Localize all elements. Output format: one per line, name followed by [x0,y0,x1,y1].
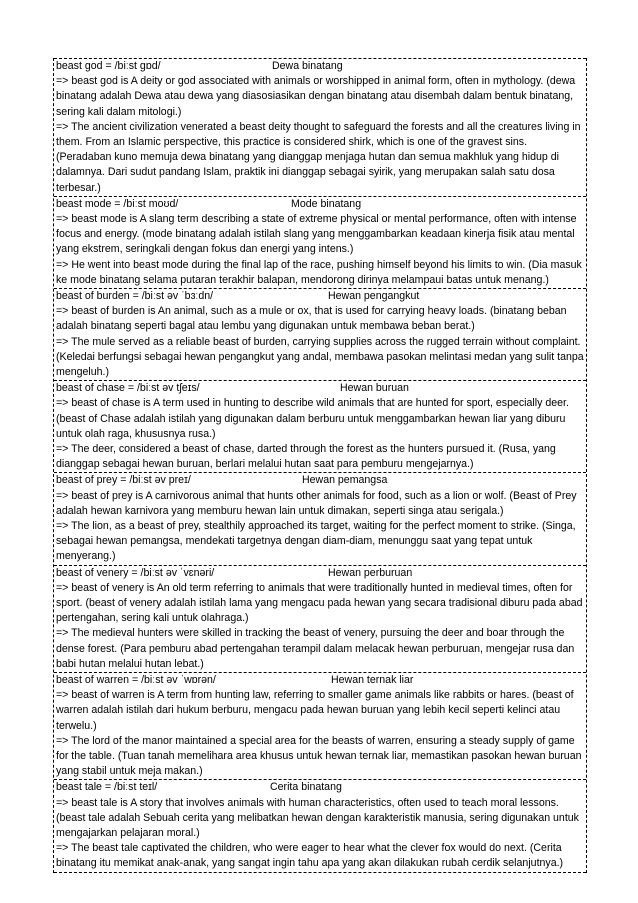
entry-header [56,566,584,581]
entry-translation: Hewan ternak liar [331,674,414,687]
vocabulary-entry [54,380,586,472]
entry-header [56,59,584,74]
entry-example: => The mule served as a reliable beast of burden, carrying supplies across the rugged terrain without complaint. (Keledai berfungsi sebagai hewan pengangkut yang andal, membawa pasokan melintasi medan yang sulit tanpa mengeluh.) [56,335,584,379]
entry-header [56,381,584,396]
entry-translation: Cerita binatang [270,781,342,794]
entry-definition: => beast of burden is An animal, such as a mule or ox, that is used for carrying heavy loads. (binatang beban adalah binatang seperti bagal atau lembu yang digunakan untuk membawa beban berat.) [56,305,567,333]
entry-header [56,473,584,488]
vocabulary-entry [54,672,586,779]
entry-header [56,673,584,688]
entry-term: beast of warren = /biːst əv ˈwɒrən/ [56,674,216,687]
entry-example: => The deer, considered a beast of chase, darted through the forest as the hunters pursued it. (Rusa, yang dianggap sebagai hewan buruan, berlari melalui hutan saat para pemburu mengejarnya.) [56,443,556,471]
entry-example: => The lord of the manor maintained a special area for the beasts of warren, ensuring a steady supply of game for the table. (Tuan tanah memelihara area khusus untuk hewan ternak liar, memastikan pasokan hewan buruan yang stabil untuk meja makan.) [56,734,582,778]
entry-definition: => beast god is A deity or god associated with animals or worshipped in animal form, often in mythology. (dewa binatang adalah Dewa atau dewa yang diasosiasikan dengan binatang atau disembah dalam bentuk binatang, sering kali dalam mitologi.) [56,75,576,118]
entry-example: => He went into beast mode during the final lap of the race, pushing himself beyond his limits to win. (Dia masuk ke mode binatang selama putaran terakhir balapan, mendorong dirinya melampaui batas untuk menang.) [56,258,582,286]
entry-example: => The medieval hunters were skilled in tracking the beast of venery, pursuing the deer and boar through the dense forest. (Para pemburu abad pertengahan terampil dalam melacak hewan perburuan, mengejar rusa dan babi hutan melalui hutan lebat.) [56,627,575,670]
vocabulary-entry [54,58,586,196]
entry-example: => The ancient civilization venerated a beast deity thought to safeguard the forests and all the creatures living in them. From an Islamic perspective, this practice is considered shirk, which is one of the gravest sins. (Peradaban kuno memuja dewa binatang yang dianggap menjaga hutan dan semua makhluk yang hidup di dalamnya. Dari sudut pandang Islam, praktik ini dianggap sebagai syirik, yang merupakan salah satu dosa terbesar.) [56,120,581,194]
entry-term: beast of prey = /biːst əv preɪ/ [56,474,191,487]
entry-definition: => beast mode is A slang term describing a state of extreme physical or mental performance, often with intense focus and energy. (mode binatang adalah istilah slang yang menggambarkan keadaan kinerja fisik atau mental yang ekstrem, seringkali dengan fokus dan energi yang intens.) [56,213,577,256]
entry-example: => The lion, as a beast of prey, stealthily approached its target, waiting for the perfect moment to strike. (Singa, sebagai hewan pemangsa, mendekati targetnya dengan diam-diam, menunggu saat yang tepat untuk menyerang.) [56,520,576,563]
vocabulary-entry [54,472,586,564]
entry-translation: Hewan pemangsa [302,474,388,487]
entry-header [56,197,584,212]
entry-definition: => beast of chase is A term used in hunting to describe wild animals that are hunted for sport, especially deer. (beast of Chase adalah istilah yang digunakan dalam berburu untuk menggambarkan hewan liar yang diburu untuk olah raga, khususnya rusa.) [56,397,569,440]
entry-translation: Hewan perburuan [328,566,413,579]
entry-definition: => beast of venery is An old term referring to animals that were traditionally hunted in medieval times, often for sport. (beast of venery adalah istilah lama yang mengacu pada hewan yang secara tradisional diburu pada abad pertengahan, sering kali untuk olahraga.) [56,581,583,625]
entry-term: beast of chase = /biːst əv tʃeɪs/ [56,382,200,395]
entry-term: beast tale = /biːst teɪl/ [56,781,158,794]
vocabulary-entry [54,196,586,288]
entry-term: beast of venery = /biːst əv ˈvɛnəri/ [56,566,215,579]
entry-example: => The beast tale captivated the children, who were eager to hear what the clever fox would do next. (Cerita binatang itu memikat anak-anak, yang sangat ingin tahu apa yang akan dilakukan rubah cerdik selanjutnya.) [56,842,564,870]
entry-definition: => beast of warren is A term from hunting law, referring to smaller game animals like rabbits or hares. (beast of warren adalah istilah dari hukum berburu, mengacu pada hewan buruan yang lebih kecil seperti kelinci atau terwelu.) [56,689,574,732]
entry-term: beast of burden = /biːst əv ˈbɜːdn/ [56,290,214,303]
entry-definition: => beast tale is A story that involves animals with human characteristics, often used to teach moral lessons. (beast tale adalah Sebuah cerita yang melibatkan hewan dengan karakteristik manusia, sering digunakan untuk mengajarkan pelajaran moral.) [56,796,579,840]
entry-translation: Mode binatang [291,197,362,210]
entry-term: beast god = /biːst ɡɒd/ [56,60,161,72]
vocabulary-page [53,58,587,873]
vocabulary-entry [54,779,586,872]
vocabulary-entry [54,288,586,380]
entry-translation: Hewan pengangkut [328,290,420,303]
entry-header [56,289,584,304]
entry-translation: Dewa binatang [272,60,343,72]
entry-header [56,780,584,795]
entry-term: beast mode = /biːst moʊd/ [56,197,179,210]
vocabulary-entry [54,565,586,672]
entry-translation: Hewan buruan [340,382,409,395]
entry-definition: => beast of prey is A carnivorous animal that hunts other animals for food, such as a lion or wolf. (Beast of Prey adalah hewan karnivora yang memburu hewan lain untuk dimakan, seperti singa atau serigala.) [56,489,577,517]
